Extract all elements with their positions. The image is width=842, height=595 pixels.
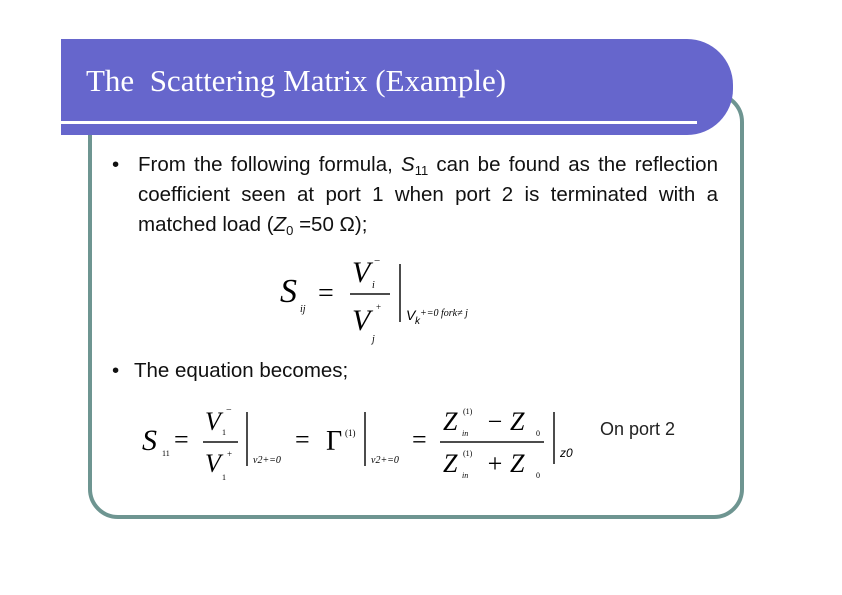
eq2-frac2-den-sub: in <box>462 471 469 480</box>
bullet-text: The equation becomes; <box>134 359 349 382</box>
eq2-gamma-sup: (1) <box>345 428 356 438</box>
eq2-frac2-den-z0-sub: 0 <box>536 471 540 480</box>
eq1-den-sup: + <box>376 302 382 312</box>
bullet-text: From the following formula, $S_{11}$ can be found as the reflection coefficient seen at port 1 when port 2 is terminated with a matched load ($Z_0 =50$ Ω); <box>138 153 718 238</box>
eq1-num-sub: i <box>372 280 375 291</box>
eq2-frac2-minus: − Z <box>486 407 525 436</box>
eq1-num-sup: − <box>374 255 381 267</box>
eq1-den: V <box>352 304 371 337</box>
eq2-frac2-plus: + Z <box>486 449 525 478</box>
eq2-gamma: Γ <box>326 426 343 457</box>
eq2-lhs-sub: 11 <box>162 449 170 458</box>
eq2-frac1-num: V <box>205 407 221 436</box>
bullet-item-1 <box>112 150 718 240</box>
eq2-frac2-num-sub: in <box>462 429 469 438</box>
eq1-den-sub: j <box>372 334 375 345</box>
eq2-frac1-num-sub: 1 <box>222 428 226 437</box>
eq2-frac1-den-sup: + <box>227 449 233 459</box>
equation-s11 <box>140 402 590 490</box>
eq1-equals: = <box>318 278 334 309</box>
eq1-cond-rest: +=0 fork≠ j <box>420 308 468 319</box>
eq1-cond-k: k <box>415 316 420 327</box>
eq2-equals-2: = <box>295 425 310 454</box>
eq1-lhs: S <box>280 273 297 310</box>
on-port-note: On port 2 <box>600 419 676 439</box>
slide-title: The Scattering Matrix (Example) <box>86 63 507 98</box>
eq2-cond-z: z0 <box>560 446 573 460</box>
bullet-dot: • <box>112 153 120 176</box>
eq2-frac2-den-z: Z <box>443 449 458 478</box>
eq2-cond-1: v2+=0 <box>253 455 281 466</box>
eq2-lhs: S <box>142 424 157 457</box>
eq1-lhs-sub: ij <box>300 304 306 315</box>
bullet-dot: • <box>112 359 120 382</box>
eq1-cond-v: V <box>406 307 416 323</box>
eq2-frac1-den: V <box>205 449 221 478</box>
eq2-cond-2: v2+=0 <box>371 455 399 466</box>
eq2-frac1-den-sub: 1 <box>222 473 226 482</box>
eq2-equals-3: = <box>412 425 427 454</box>
equation-sij <box>270 250 510 345</box>
eq2-frac2-num-sup: (1) <box>463 407 473 416</box>
eq2-frac1-num-sup: − <box>226 405 232 416</box>
bullet-item-2 <box>112 356 348 386</box>
eq2-frac2-den-sup: (1) <box>463 449 473 458</box>
title-underline <box>61 121 697 124</box>
eq2-frac2-num-z0-sub: 0 <box>536 429 540 438</box>
eq2-frac2-num-z: Z <box>443 407 458 436</box>
eq2-equals-1: = <box>174 425 189 454</box>
eq1-num: V <box>352 256 371 289</box>
